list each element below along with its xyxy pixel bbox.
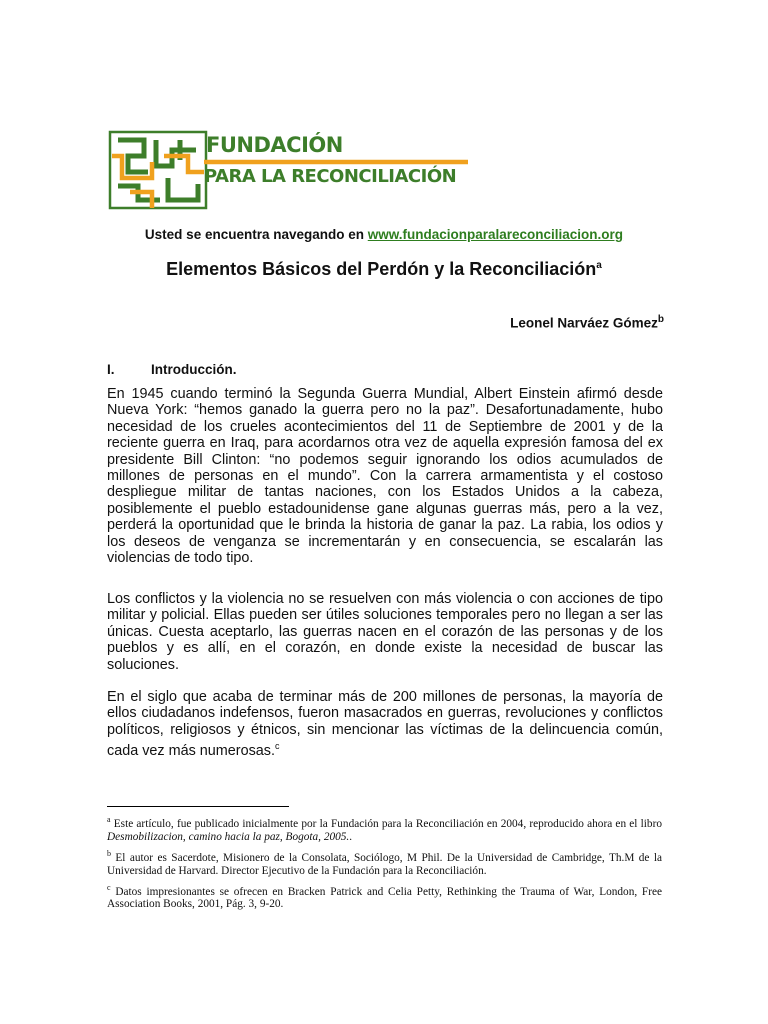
author — [510, 314, 664, 331]
logo-title: FUNDACIÓN — [206, 133, 343, 157]
footnote-c-text: Datos impresionantes se ofrecen en Bracken Patrick and Celia Petty, Rethinking the Trauma of War, London, Free Association Books, 2001, Pág. 3, 9-20. — [107, 885, 662, 911]
paragraph-1: En 1945 cuando terminó la Segunda Guerra Mundial, Albert Einstein afirmó desde Nueva York: “hemos ganado la guerra pero no la paz”. Desafortunadamente, hubo necesidad de los crueles acontecimientos del 11 de Septiembre de 2001 y de la reciente guerra en Iraq, para acordarnos otra vez de aquella expresión famosa del ex presidente Bill Clinton: “no podemos seguir ignorando los odios acumulados de millones de personas en el mundo”. Con la carrera armamentista y el costoso despliegue militar de tantas naciones, con los Estados Unidos a la cabeza, posiblemente el pueblo estadounidense gane algunas guerras más, pero a la vez, perderá la oportunidad que le brinda la historia de ganar la paz. La rabia, los odios y los deseos de venganza se incrementarán y en consecuencia, se escalarán las violencias de todo tipo. — [107, 386, 663, 567]
document-title — [0, 259, 768, 280]
footnote-a-text: Este artículo, fue publicado inicialmente por la Fundación para la Reconciliación en 2004, reproducido ahora en el libro — [110, 817, 662, 830]
footnote-a-book-title: Desmobilizacion, camino hacia la paz, Bogota, 2005. — [107, 830, 350, 843]
footnote-b-text: El autor es Sacerdote, Misionero de la Consolata, Sociólogo, M Phil. De la Universidad de Cambridge, Th.M de la Universidad de Harvard. Director Ejecutivo de la Fundación para la Reconciliación. — [107, 851, 662, 877]
section-heading — [107, 362, 237, 377]
paragraph-3-text: En el siglo que acaba de terminar más de 200 millones de personas, la mayoría de ellos ciudadanos indefensos, fueron masacrados en guerras, revoluciones y conflictos políticos, religiosos y étnicos, sin mencionar las víctimas de la delincuencia común, cada vez más numerosas. — [107, 689, 663, 760]
section-title: Introducción. — [151, 362, 237, 377]
footnote-b — [107, 847, 662, 878]
website-link[interactable]: www.fundacionparalareconciliacion.org — [367, 227, 624, 242]
paragraph-2: Los conflictos y la violencia no se resuelven con más violencia o con acciones de tipo militar y policial. Ellas pueden ser útiles soluciones temporales pero no llegan a ser las únicas. Cuesta aceptarlo, las guerras nacen en el corazón de las personas y de los pueblos y es allí, en el corazón, en donde existe la necesidad de buscar las soluciones. — [107, 591, 663, 673]
footnotes — [107, 813, 662, 914]
section-number: I. — [107, 362, 115, 377]
footnote-c-marker: c — [107, 882, 111, 892]
logo-subtitle: PARA LA RECONCILIACIÓN — [204, 166, 457, 187]
footnote-a — [107, 813, 662, 844]
footnote-a-marker: a — [107, 815, 111, 824]
paragraph-3-footnote-marker: c — [274, 741, 280, 752]
footnote-a-end: . — [349, 830, 353, 843]
navigation-prefix: Usted se encuentra navegando en — [144, 227, 368, 242]
paragraph-3 — [107, 689, 663, 759]
navigation-notice — [0, 227, 768, 242]
footnote-divider — [107, 806, 289, 807]
title-text: Elementos Básicos del Perdón y la Reconciliación — [166, 259, 597, 279]
title-footnote-marker: a — [596, 260, 602, 271]
author-footnote-marker: b — [657, 314, 664, 325]
footnote-c — [107, 881, 662, 912]
footnote-b-marker: b — [107, 848, 111, 858]
author-name: Leonel Narváez Gómez — [510, 315, 658, 331]
